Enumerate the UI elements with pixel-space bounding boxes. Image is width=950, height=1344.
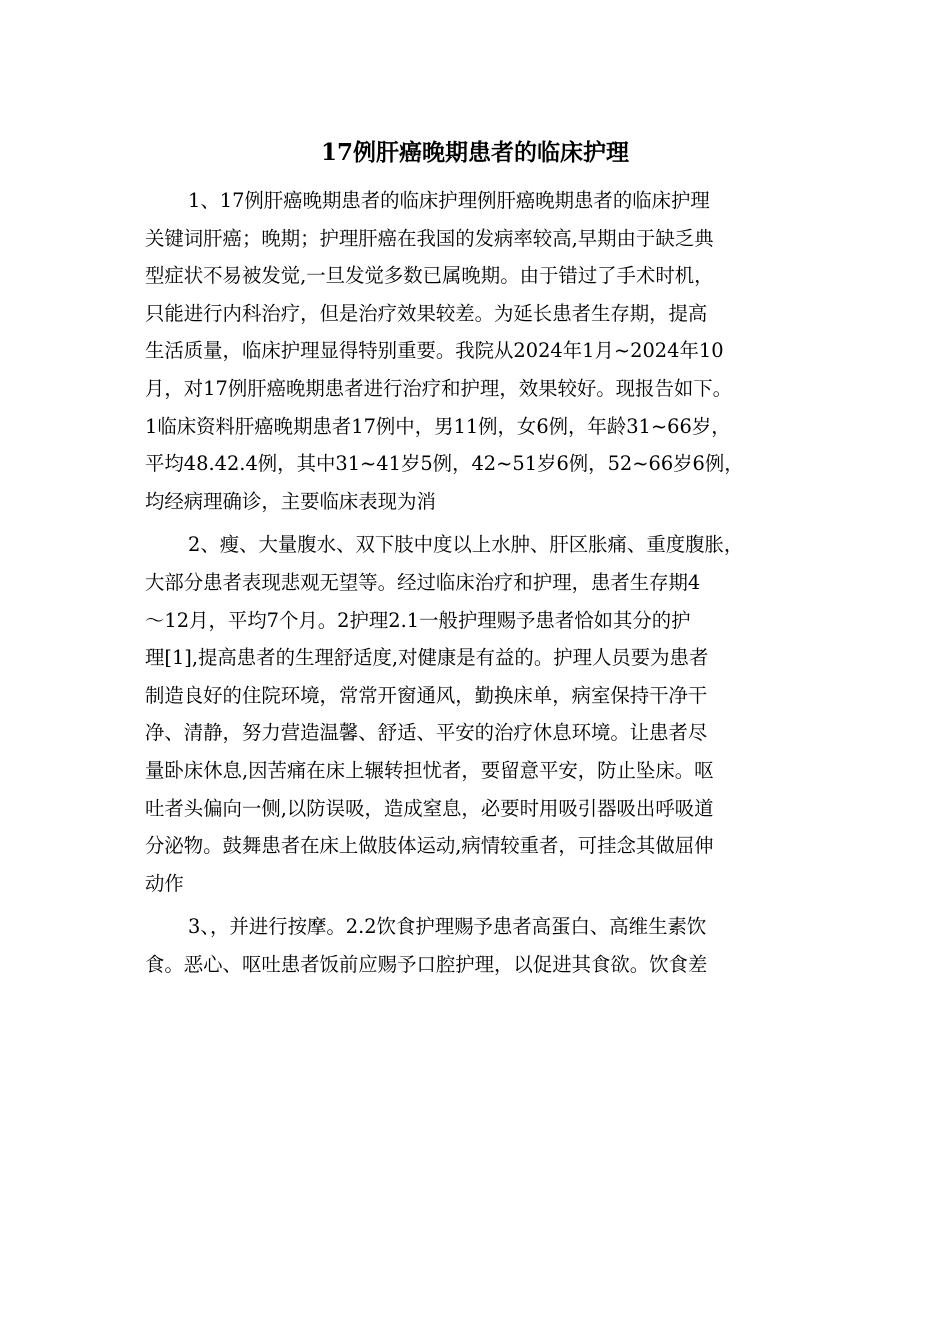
text-line: 3、，并进行按摩。2.2饮食护理赐予患者高蛋白、高维生素饮 bbox=[188, 915, 707, 939]
text-line: ～12月，平均7个月。2护理2.1一般护理赐予患者恰如其分的护 bbox=[145, 608, 691, 632]
document-body bbox=[145, 182, 810, 989]
text-line: 大部分患者表现悲观无望等。经过临床治疗和护理，患者生存期4 bbox=[145, 570, 701, 594]
text-line: 分泌物。鼓舞患者在床上做肢体运动,病情较重者，可挂念其做屈伸 bbox=[145, 834, 714, 858]
text-line: 生活质量，临床护理显得特别重要。我院从2024年1月~2024年10 bbox=[145, 339, 724, 363]
text-line: 吐者头偏向一侧,以防误吸，造成窒息，必要时用吸引器吸出呼吸道 bbox=[145, 796, 714, 820]
text-line: 只能进行内科治疗，但是治疗效果较差。为延长患者生存期，提高 bbox=[145, 301, 708, 325]
text-line: 食。恶心、呕吐患者饭前应赐予口腔护理，以促进其食欲。饮食差 bbox=[145, 952, 708, 976]
text-line: 1临床资料肝癌晚期患者17例中，男11例，女6例，年龄31~66岁， bbox=[145, 414, 731, 438]
paragraph-1 bbox=[145, 182, 810, 520]
text-line: 型症状不易被发觉,一旦发觉多数已属晚期。由于错过了手术时机， bbox=[145, 264, 714, 288]
text-line: 量卧床休息,因苦痛在床上辗转担忧者，要留意平安，防止坠床。呕 bbox=[145, 758, 714, 782]
text-line: 1、17例肝癌晚期患者的临床护理例肝癌晚期患者的临床护理 bbox=[188, 189, 710, 212]
text-line: 2、瘦、大量腹水、双下肢中度以上水肿、肝区胀痛、重度腹胀， bbox=[188, 533, 744, 557]
text-line: 月，对17例肝癌晚期患者进行治疗和护理，效果较好。现报告如下。 bbox=[145, 376, 733, 400]
paragraph-3 bbox=[145, 908, 810, 983]
text-line: 动作 bbox=[145, 871, 184, 895]
document-title: 17例肝癌晚期患者的临床护理 bbox=[320, 139, 629, 166]
text-line: 关键词肝癌；晚期；护理肝癌在我国的发病率较高,早期由于缺乏典 bbox=[145, 226, 714, 250]
text-line: 平均48.42.4例，其中31~41岁5例，42~51岁6例，52~66岁6例， bbox=[145, 452, 744, 476]
text-line: 均经病理确诊，主要临床表现为消 bbox=[145, 489, 436, 513]
text-line: 制造良好的住院环境，常常开窗通风，勤换床单，病室保持干净干 bbox=[145, 683, 708, 707]
text-line: 理[1],提高患者的生理舒适度,对健康是有益的。护理人员要为患者 bbox=[145, 646, 709, 670]
paragraph-2 bbox=[145, 526, 810, 902]
text-line: 净、清静，努力营造温馨、舒适、平安的治疗休息环境。让患者尽 bbox=[145, 721, 708, 745]
